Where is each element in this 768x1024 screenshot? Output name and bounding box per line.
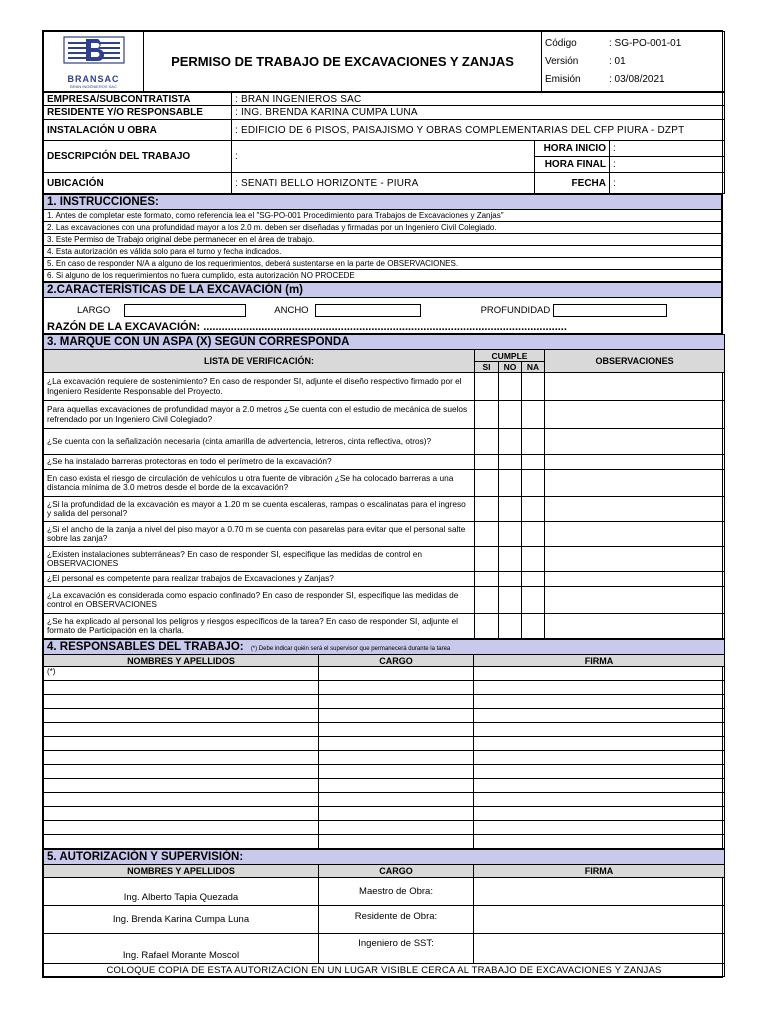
form-header [43,31,725,92]
nombre-field[interactable] [44,821,319,835]
no-checkbox[interactable] [499,455,522,470]
descripcion-label: DESCRIPCIÓN DEL TRABAJO [44,141,232,173]
razon-excavacion-field[interactable]: RAZÓN DE LA EXCAVACIÓN: ....................................................................................................................... [47,321,567,333]
auth-cargo: Maestro de Obra: [319,878,474,906]
si-checkbox[interactable] [475,455,499,470]
checklist-question: ¿Se cuenta con la señalización necesaria (cinta amarilla de advertencia, letreros, cinta reflectiva, otros)? [44,429,475,455]
permit-form [42,30,723,978]
observaciones-field[interactable] [545,587,725,614]
firma-header: FIRMA [474,655,725,667]
na-header: NA [522,362,545,373]
si-checkbox[interactable] [475,497,499,522]
no-checkbox[interactable] [499,373,522,401]
autorizacion-row [44,878,725,906]
document-meta [542,32,725,92]
responsables-title-row [44,640,725,655]
cumple-header: CUMPLE [475,350,545,362]
auth-firma-header: FIRMA [474,865,725,878]
nombre-field[interactable] [44,835,319,849]
si-checkbox[interactable] [475,614,499,639]
responsable-row [44,737,725,751]
cargo-field[interactable] [319,667,474,681]
general-info [43,92,725,194]
firma-field[interactable] [474,751,725,765]
no-checkbox[interactable] [499,572,522,587]
dimensions-block [44,298,722,334]
observaciones-header: OBSERVACIONES [545,350,725,373]
no-checkbox[interactable] [499,401,522,429]
lista-verificacion-header: LISTA DE VERIFICACIÓN: [44,350,475,373]
codigo-value: : SG-PO-001-01 [609,38,682,49]
logo-text: BRANSAC [67,73,120,84]
auth-nombres-header: NOMBRES Y APELLIDOS [44,865,319,878]
no-checkbox[interactable] [499,614,522,639]
cargo-field[interactable] [319,709,474,723]
na-checkbox[interactable] [522,470,545,497]
observaciones-field[interactable] [545,429,725,455]
checklist-question: ¿La excavación es considerada como espacio confinado? En caso de responder SI, especifique las medidas de control en OBSERVACIONES [44,587,475,614]
checklist-row [44,429,725,455]
cargo-field[interactable] [319,835,474,849]
logo-subtext: BRAN INGENIEROS SAC [70,83,117,89]
firma-field[interactable] [474,681,725,695]
responsable-row [44,751,725,765]
responsable-row [44,779,725,793]
responsable-row [44,709,725,723]
responsable-row [44,821,725,835]
footer-note: COLOQUE COPIA DE ESTA AUTORIZACION EN UN LUGAR VISIBLE CERCA AL TRABAJO DE EXCAVACIONES Y ZANJAS [44,964,725,977]
checklist-section [43,334,725,639]
autorizacion-row [44,934,725,964]
firma-field[interactable] [474,737,725,751]
instrucciones-section [43,194,722,282]
checklist-title: 3. MARQUE CON UN ASPA (X) SEGÚN CORRESPONDA [44,335,725,350]
firma-field[interactable] [474,709,725,723]
na-checkbox[interactable] [522,587,545,614]
logo-cell [44,32,144,92]
instruccion-item: 3. Este Permiso de Trabajo original debe permanecer en el área de trabajo. [44,234,722,246]
auth-cargo: Ingeniero de SST: [319,934,474,964]
responsable-row [44,765,725,779]
instruccion-item: 5. En caso de responder N/A a alguno de los requerimientos, deberá sustentarse en la parte de OBSERVACIONES. [44,258,722,270]
na-checkbox[interactable] [522,572,545,587]
firma-field[interactable] [474,695,725,709]
na-checkbox[interactable] [522,429,545,455]
autorizacion-row [44,906,725,934]
responsable-row [44,681,725,695]
empresa-field[interactable]: : BRAN INGENIEROS SAC [232,93,725,106]
firma-field[interactable] [474,835,725,849]
ancho-input[interactable] [315,304,421,317]
checklist-row [44,470,725,497]
no-checkbox[interactable] [499,470,522,497]
na-checkbox[interactable] [522,455,545,470]
observaciones-field[interactable] [545,373,725,401]
checklist-question: ¿Se ha instalado barreras protectoras en todo el perímetro de la excavación? [44,455,475,470]
responsable-row [44,723,725,737]
bransac-logo [47,32,140,91]
autorizacion-title: 5. AUTORIZACIÓN Y SUPERVISIÓN: [44,850,725,865]
checklist-row [44,522,725,547]
version-value: : 01 [609,56,626,67]
no-header: NO [499,362,522,373]
firma-field[interactable] [474,779,725,793]
caracteristicas-title: 2.CARACTERÍSTICAS DE LA EXCAVACIÓN (m) [44,283,722,298]
checklist-question: En caso exista el riesgo de circulación de vehículos u otra fuente de vibración ¿Se ha colocado barreras a una distancia mínima de 3.0 metros desde el borde de la excavación? [44,470,475,497]
firma-field[interactable] [474,807,725,821]
checklist-row [44,547,725,572]
instruccion-item: 2. Las excavaciones con una profundidad mayor a los 2.0 m. deben ser diseñadas y firmadas por un Ingeniero Civil Colegiado. [44,222,722,234]
observaciones-field[interactable] [545,614,725,639]
responsable-row [44,793,725,807]
si-checkbox[interactable] [475,401,499,429]
checklist-question: Para aquellas excavaciones de profundidad mayor a 2.0 metros ¿Se cuenta con el estudio de mecánica de suelos refrendado por un Ingeniero Civil Colegiado? [44,401,475,429]
checklist-row [44,614,725,639]
nombre-field[interactable] [44,695,319,709]
hora-inicio-field[interactable]: : [610,141,725,157]
observaciones-field[interactable] [545,572,725,587]
responsables-note: (*) Debe indicar quién será el supervisor que permanecerá durante la tarea [250,646,451,652]
na-checkbox[interactable] [522,547,545,572]
responsable-row [44,695,725,709]
auth-name: Ing. Brenda Karina Cumpa Luna [44,906,319,934]
checklist-question: ¿Si la profundidad de la excavación es mayor a 1.20 m se cuenta escaleras, rampas o escalinatas para el ingreso y salida del personal? [44,497,475,522]
na-checkbox[interactable] [522,497,545,522]
si-checkbox[interactable] [475,429,499,455]
si-checkbox[interactable] [475,572,499,587]
auth-cargo: Residente de Obra: [319,906,474,934]
observaciones-field[interactable] [545,497,725,522]
si-checkbox[interactable] [475,547,499,572]
auth-firma-field[interactable] [474,906,725,934]
nombre-field[interactable] [44,737,319,751]
firma-field[interactable] [474,793,725,807]
auth-name: Ing. Rafael Morante Moscol [44,934,319,964]
na-checkbox[interactable] [522,614,545,639]
nombre-field[interactable]: (*) [44,667,319,681]
responsable-row [44,807,725,821]
profundidad-input[interactable] [553,304,667,317]
firma-field[interactable] [474,821,725,835]
nombre-field[interactable] [44,723,319,737]
instruccion-item: 1. Antes de completar este formato, como referencia lea el "SG-PO-001 Procedimiento para Trabajos de Excavaciones y Zanjas" [44,210,722,222]
emision-value: : 03/08/2021 [609,74,665,85]
checklist-question: ¿El personal es competente para realizar trabajos de Excavaciones y Zanjas? [44,572,475,587]
cargo-field[interactable] [319,737,474,751]
cargo-field[interactable] [319,779,474,793]
checklist-row [44,455,725,470]
autorizacion-section [43,849,725,977]
si-header: SI [475,362,499,373]
si-checkbox[interactable] [475,522,499,547]
hora-inicio-label: HORA INICIO [535,141,610,157]
empresa-label: EMPRESA/SUBCONTRATISTA [44,93,232,106]
checklist-question: ¿Se ha explicado al personal los peligros y riesgos específicos de la tarea? En caso de responder SI, adjunte el formato de Participación en la charla. [44,614,475,639]
largo-label: LARGO [77,304,111,316]
observaciones-field[interactable] [545,470,725,497]
cargo-field[interactable] [319,793,474,807]
checklist-row [44,401,725,429]
checklist-question: ¿La excavación requiere de sostenimiento? En caso de responder SI, adjunte el diseño respectivo firmado por el Ingeniero Residente Responsable del Proyecto. [44,373,475,401]
si-checkbox[interactable] [475,470,499,497]
observaciones-field[interactable] [545,401,725,429]
responsable-row [44,667,725,681]
auth-firma-field[interactable] [474,934,725,964]
cargo-field[interactable] [319,821,474,835]
caracteristicas-section [43,282,722,334]
auth-cargo-header: CARGO [319,865,474,878]
form-title: PERMISO DE TRABAJO DE EXCAVACIONES Y ZANJAS [144,32,542,92]
na-checkbox[interactable] [522,373,545,401]
checklist-question: ¿Si el ancho de la zanja a nivel del piso mayor a 0.70 m se cuenta con pasarelas para evitar que el personal salte sobre las zanja? [44,522,475,547]
version-label: Versión [545,56,579,67]
profundidad-label: PROFUNDIDAD [480,304,551,316]
residente-label: RESIDENTE Y/O RESPONSABLE [44,106,232,120]
auth-name: Ing. Alberto Tapia Quezada [44,878,319,906]
residente-field[interactable]: : ING. BRENDA KARINA CUMPA LUNA [232,106,725,120]
checklist-row [44,572,725,587]
emision-label: Emisión [545,74,581,85]
cargo-header: CARGO [319,655,474,667]
nombre-field[interactable] [44,765,319,779]
fecha-label: FECHA [535,173,610,194]
checklist-row [44,587,725,614]
si-checkbox[interactable] [475,373,499,401]
responsable-row [44,835,725,849]
largo-input[interactable] [124,304,246,317]
observaciones-field[interactable] [545,547,725,572]
cargo-field[interactable] [319,695,474,709]
checklist-question: ¿Existen instalaciones subterráneas? En caso de responder SI, especifique las medidas de control en OBSERVACIONES [44,547,475,572]
ancho-label: ANCHO [274,304,309,316]
codigo-label: Código [545,38,577,49]
instalacion-label: INSTALACIÓN U OBRA [44,120,232,141]
fecha-field[interactable]: : [610,173,725,194]
nombres-header: NOMBRES Y APELLIDOS [44,655,319,667]
descripcion-field[interactable]: : [232,141,535,173]
bransac-logo-icon [56,35,132,75]
responsables-title: 4. RESPONSABLES DEL TRABAJO: [47,641,244,653]
cargo-field[interactable] [319,807,474,821]
observaciones-field[interactable] [545,522,725,547]
si-checkbox[interactable] [475,587,499,614]
nombre-field[interactable] [44,709,319,723]
nombre-field[interactable] [44,751,319,765]
cargo-field[interactable] [319,765,474,779]
instruccion-item: 4. Esta autorización es válida solo para el turno y fecha indicados. [44,246,722,258]
instruccion-item: 6. Si alguno de los requerimientos no fuera cumplido, esta autorización NO PROCEDE [44,270,722,282]
firma-field[interactable] [474,667,725,681]
ubicacion-field[interactable]: : SENATI BELLO HORIZONTE - PIURA [232,173,535,194]
no-checkbox[interactable] [499,547,522,572]
firma-field[interactable] [474,765,725,779]
cargo-field[interactable] [319,751,474,765]
no-checkbox[interactable] [499,587,522,614]
nombre-field[interactable] [44,793,319,807]
nombre-field[interactable] [44,779,319,793]
checklist-row [44,373,725,401]
ubicacion-label: UBICACIÓN [44,173,232,194]
checklist-row [44,497,725,522]
no-checkbox[interactable] [499,429,522,455]
instrucciones-title: 1. INSTRUCCIONES: [44,195,722,210]
no-checkbox[interactable] [499,522,522,547]
nombre-field[interactable] [44,681,319,695]
na-checkbox[interactable] [522,401,545,429]
firma-field[interactable] [474,723,725,737]
auth-firma-field[interactable] [474,878,725,906]
responsables-section [43,639,725,849]
na-checkbox[interactable] [522,522,545,547]
cargo-field[interactable] [319,681,474,695]
cargo-field[interactable] [319,723,474,737]
nombre-field[interactable] [44,807,319,821]
hora-final-field[interactable]: : [610,157,725,173]
observaciones-field[interactable] [545,455,725,470]
instalacion-field[interactable]: : EDIFICIO DE 6 PISOS, PAISAJISMO Y OBRAS COMPLEMENTARIAS DEL CFP PIURA - DZPT [232,120,725,141]
hora-final-label: HORA FINAL [535,157,610,173]
no-checkbox[interactable] [499,497,522,522]
